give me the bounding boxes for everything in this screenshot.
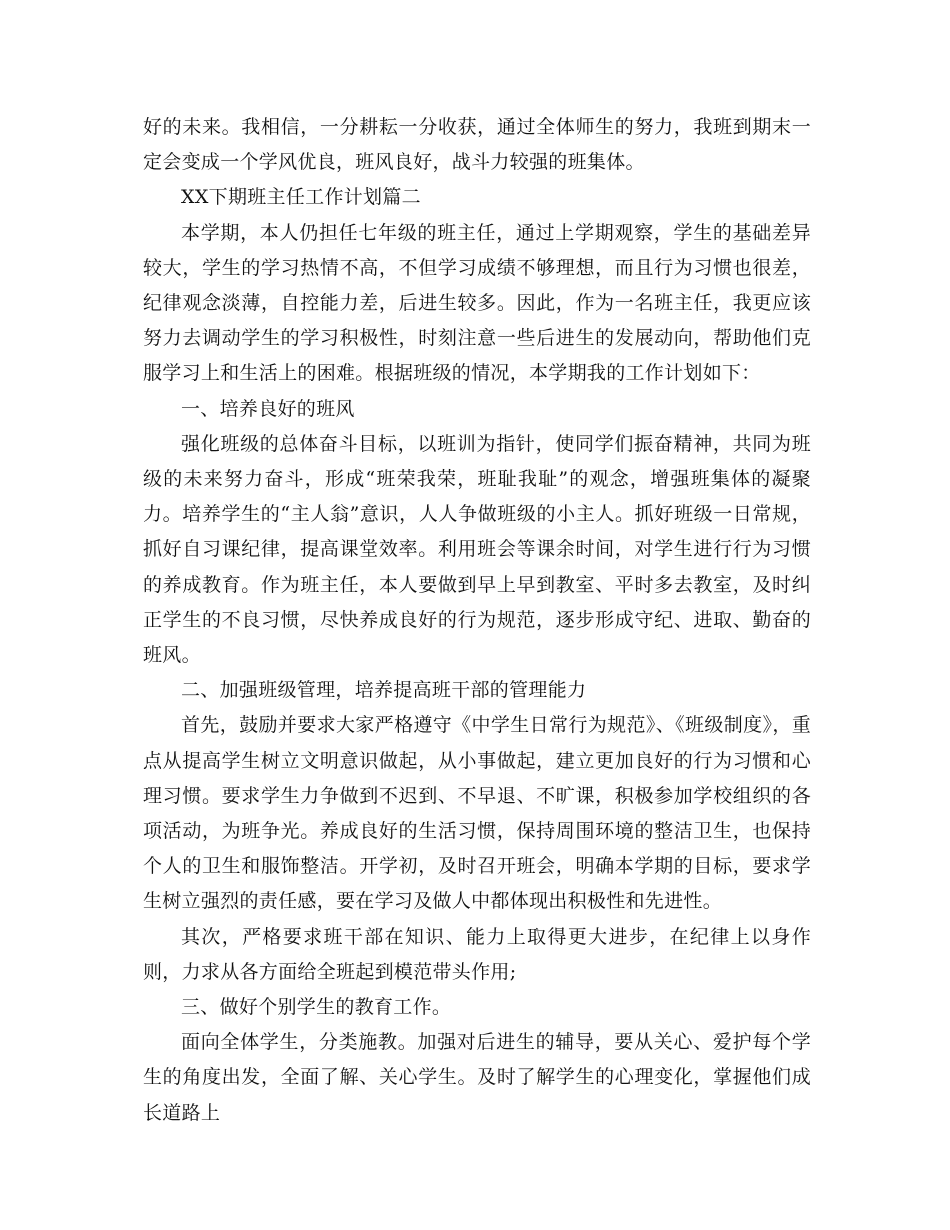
- document-page: [143, 110, 811, 1131]
- section-heading-3: 三、做好个别学生的教育工作。: [181, 996, 452, 1019]
- paragraph-section-3: 面向全体学生，分类施教。加强对后进生的辅导，要从关心、爱护每个学生的角度出发，全面了解、关心学生。及时了解学生的心理变化，掌握他们成长道路上: [143, 1031, 811, 1124]
- paragraph-section-2a: 首先，鼓励并要求大家严格遵守《中学生日常行为规范》、《班级制度》，重点从提高学生树立文明意识做起，从小事做起，建立更加良好的行为习惯和心理习惯。要求学生力争做到不迟到、不早退、不旷课，积极参加学校组织的各项活动，为班争光。养成良好的生活习惯，保持周围环境的整洁卫生，也保持个人的卫生和服饰整洁。开学初，及时召开班会，明确本学期的目标，要求学生树立强烈的责任感，要在学习及做人中都体现出积极性和先进性。: [143, 714, 811, 913]
- section-heading-1: 一、培养良好的班风: [181, 397, 355, 420]
- document-title: XX下期班主任工作计划篇二: [181, 186, 421, 209]
- paragraph-section-2b: 其次，严格要求班干部在知识、能力上取得更大进步，在纪律上以身作则，力求从各方面给全班起到模范带头作用;: [143, 925, 811, 983]
- section-heading-2: 二、加强班级管理，培养提高班干部的管理能力: [181, 679, 587, 702]
- paragraph-continuation: 好的未来。我相信，一分耕耘一分收获，通过全体师生的努力，我班到期末一定会变成一个学风优良，班风良好，战斗力较强的班集体。: [143, 116, 811, 174]
- paragraph-section-1: 强化班级的总体奋斗目标，以班训为指针，使同学们振奋精神，共同为班级的未来努力奋斗，形成“班荣我荣，班耻我耻”的观念，增强班集体的凝聚力。培养学生的“主人翁”意识，人人争做班级的小主人。抓好班级一日常规，抓好自习课纪律，提高课堂效率。利用班会等课余时间，对学生进行行为习惯的养成教育。作为班主任，本人要做到早上早到教室、平时多去教室，及时纠正学生的不良习惯，尽快养成良好的行为规范，逐步形成守纪、进取、勤奋的班风。: [143, 432, 811, 667]
- paragraph-intro: 本学期，本人仍担任七年级的班主任，通过上学期观察，学生的基础差异较大，学生的学习热情不高，不但学习成绩不够理想，而且行为习惯也很差，纪律观念淡薄，自控能力差，后进生较多。因此，作为一名班主任，我更应该努力去调动学生的学习积极性，时刻注意一些后进生的发展动向，帮助他们克服学习上和生活上的困难。根据班级的情况，本学期我的工作计划如下：: [143, 221, 811, 385]
